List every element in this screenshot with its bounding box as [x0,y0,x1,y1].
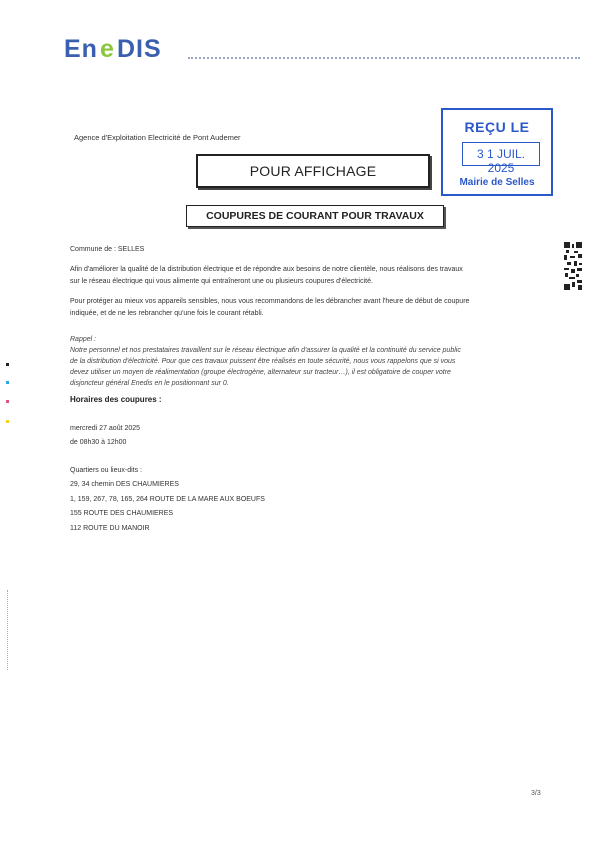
quartiers-title: Quartiers ou lieux-dits : [70,467,142,474]
svg-text:DIS: DIS [117,35,162,62]
address-list [70,478,265,536]
intro-line-2: sur le réseau électrique qui vous alimente qui entraîneront une ou plusieurs coupures d'électricité. [70,278,373,285]
address-item: 1, 159, 267, 78, 165, 264 ROUTE DE LA MARE AUX BOEUFS [70,495,265,503]
notice-title: POUR AFFICHAGE [196,154,430,188]
scan-marker-yellow [6,420,9,423]
rappel-line-3: devez utiliser un moyen de réalimentation (groupe électrogène, alternateur sur tracteur…), il est obligatoire de couper votre [70,369,451,376]
schedule [70,422,140,450]
rappel-paragraph [70,334,540,389]
advice-line-2: indiquée, et de ne les rebrancher qu'une fois le courant rétabli. [70,310,264,317]
intro-line-1: Afin d'améliorer la qualité de la distribution électrique et de répondre aux besoins de notre clientèle, nous réalisons des travaux [70,266,463,273]
enedis-logo [64,34,176,62]
page-number: 3/3 [531,790,541,797]
scan-reference-mark [7,590,9,670]
rappel-line-4: disjoncteur général Enedis en le positionnant sur 0. [70,380,229,387]
received-stamp [441,108,553,196]
scan-marker-cyan [6,381,9,384]
stamp-date-box [462,142,540,175]
horaires-title: Horaires des coupures : [70,395,162,404]
scan-marker-magenta [6,400,9,403]
stamp-place: Mairie de Selles [459,177,535,188]
address-item: 155 ROUTE DES CHAUMIERES [70,510,174,517]
schedule-date: mercredi 27 août 2025 [70,425,141,432]
intro-paragraph [70,264,540,288]
header-dotted-rule [188,57,580,59]
svg-text:En: En [64,35,98,62]
stamp-title: REÇU LE [464,119,530,135]
notice-subtitle: COUPURES DE COURANT POUR TRAVAUX [186,205,444,227]
commune-line: Commune de : SELLES [70,246,145,253]
agency-name: Agence d'Exploitation Electricité de Pont Audemer [74,133,241,142]
advice-line-1: Pour protéger au mieux vos appareils sensibles, nous vous recommandons de les débrancher avant l'heure de début de coupure [70,298,470,305]
rappel-line-2: de la distribution d'électricité. Pour que ces travaux puissent être réalisés en toute sécurité, nous vous rappelons que si vous [70,358,456,365]
address-item: 112 ROUTE DU MANOIR [70,524,150,532]
address-item: 29, 34 chemin DES CHAUMIERES [70,481,179,488]
stamp-date: 3 1 JUIL. 2025 [476,147,526,175]
rappel-label: Rappel : [70,336,97,343]
svg-text:e: e [100,35,115,62]
scan-marker-black [6,363,9,366]
qr-code-icon [564,242,582,290]
advice-paragraph [70,296,540,320]
rappel-line-1: Notre personnel et nos prestataires travaillent sur le réseau électrique afin d'assurer la qualité et la continuité du service public [70,347,461,354]
schedule-time: de 08h30 à 12h00 [70,439,127,446]
